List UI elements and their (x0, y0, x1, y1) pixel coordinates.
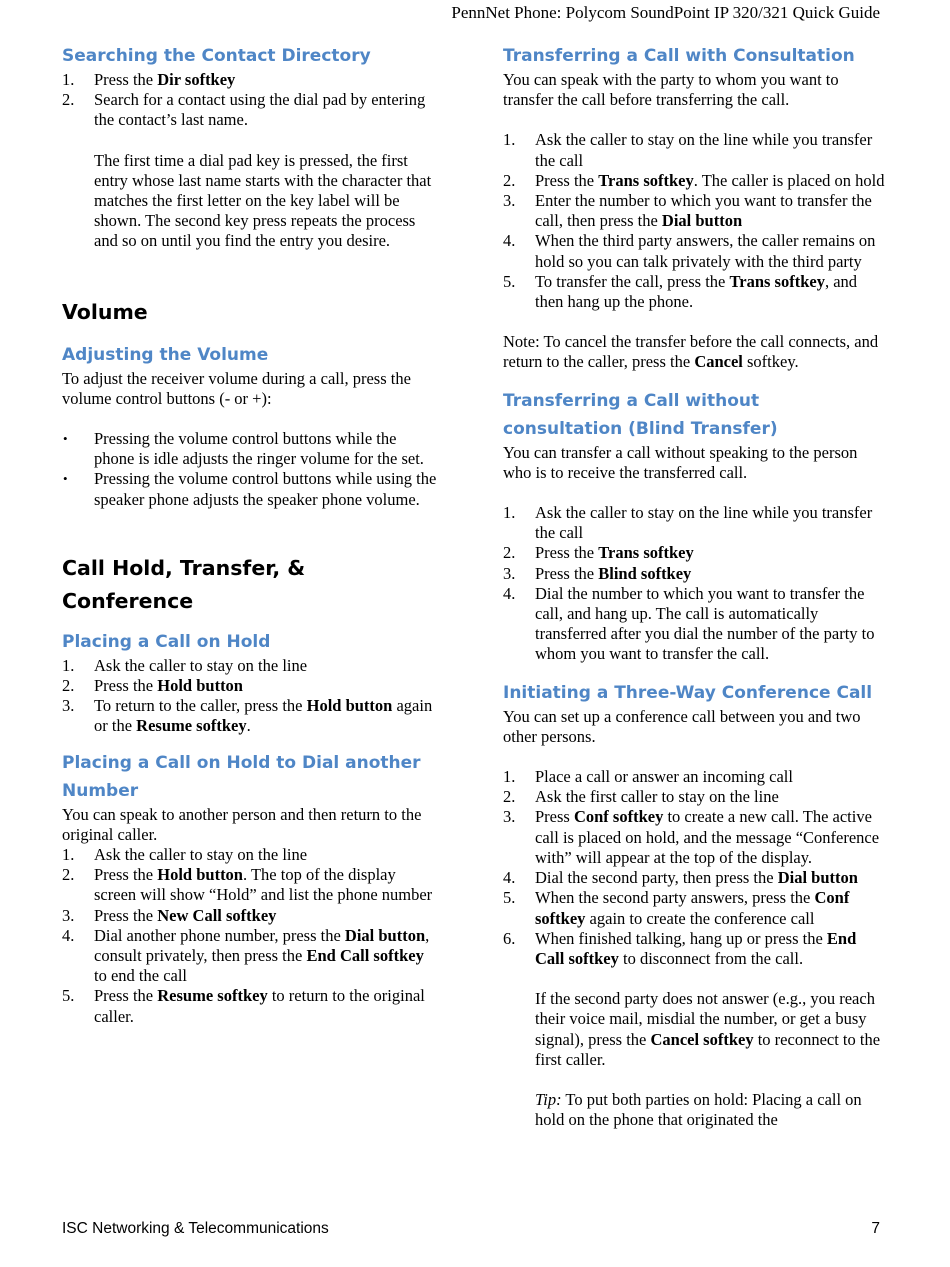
section-title-hold: Call Hold, Transfer, & Conference (62, 555, 306, 613)
conf-intro: You can set up a conference call between you and two other persons. (503, 706, 861, 746)
list-item: 4. Dial another phone number, press the Dial button, consult privately, then press the End Call softkey to end the call (62, 925, 430, 986)
blind-steps (503, 503, 888, 665)
list-item: 3. Press Conf softkey to create a new call. The active call is placed on hold, and the message “Conference with” will appear at the top of the display. (503, 807, 880, 867)
list-item: 2. Search for a contact using the dial pad by entering the contact’s last name. (62, 90, 426, 130)
list-item: 4. Dial the number to which you want to transfer the call, and hang up. The call is automatically transferred after you dial the number of the party to whom you want to transfer the call. (503, 583, 875, 664)
section-heading-blind-transfer: Transferring a Call without consultation (Blind Transfer) (503, 390, 778, 439)
section-heading-hold-dial: Placing a Call on Hold to Dial another Number (62, 752, 421, 801)
conf-tip: Tip: To put both parties on hold: Placing a call on hold on the phone that originated the (535, 1089, 862, 1130)
list-item: 6. When finished talking, hang up or press the End Call softkey to disconnect from the call. (503, 928, 857, 968)
list-item: • Pressing the volume control buttons while the phone is idle adjusts the ringer volume for the set. (63, 429, 424, 469)
consult-note: Note: To cancel the transfer before the call connects, and return to the caller, press the Cancel softkey. (503, 332, 879, 372)
search-steps (62, 70, 440, 131)
section-title-volume: Volume (62, 299, 148, 324)
consult-intro: You can speak with the party to whom you want to transfer the call before transferring the call. (503, 70, 839, 110)
list-item: 1. Ask the caller to stay on the line while you transfer the call (503, 130, 873, 170)
list-item: 4. When the third party answers, the caller remains on hold so you can talk privately with the third party (503, 231, 876, 271)
list-item: • Pressing the volume control buttons while using the speaker phone adjusts the speaker phone volume. (63, 469, 437, 509)
blind-intro: You can transfer a call without speaking to the person who is to receive the transferred call. (503, 442, 858, 482)
section-heading-conference: Initiating a Three-Way Conference Call (503, 682, 873, 703)
list-item: 2. Ask the first caller to stay on the line (503, 787, 779, 807)
list-item: 3. Press the Blind softkey (503, 563, 692, 583)
volume-bullets (62, 429, 440, 510)
hold-dial-steps (62, 845, 440, 1027)
page-header: PennNet Phone: Polycom SoundPoint IP 320/321 Quick Guide (451, 3, 880, 22)
conf-steps (503, 767, 888, 969)
list-item: 2. Press the Hold button (62, 676, 243, 696)
list-item: 1. Ask the caller to stay on the line (62, 845, 308, 865)
page-number: 7 (871, 1220, 880, 1237)
search-paragraph: The first time a dial pad key is pressed, the first entry whose last name starts with the character that matches the first letter on the key label will be shown. The second key press repeats the process and so on until you find the entry you desire. (94, 150, 432, 251)
left-column (62, 42, 440, 1027)
list-item: 1. Ask the caller to stay on the line (62, 655, 308, 675)
list-item: 5. To transfer the call, press the Trans softkey, and then hang up the phone. (503, 271, 858, 312)
list-item: 1. Place a call or answer an incoming call (503, 767, 793, 787)
list-item: 2. Press the Hold button. The top of the display screen will show “Hold” and list the phone number (62, 865, 433, 905)
conf-no-answer-paragraph: If the second party does not answer (e.g., you reach their voice mail, misdial the number, or get a busy signal), press the Cancel softkey to reconnect to the first caller. (535, 989, 881, 1069)
section-heading-search: Searching the Contact Directory (62, 46, 371, 66)
right-column (503, 42, 888, 1130)
section-heading-consult-transfer: Transferring a Call with Consultation (503, 46, 855, 66)
list-item: 3. To return to the caller, press the Hold button again or the Resume softkey. (62, 696, 433, 736)
list-item: 5. Press the Resume softkey to return to the original caller. (62, 986, 425, 1026)
list-item: 3. Enter the number to which you want to transfer the call, then press the Dial button (503, 191, 872, 231)
section-heading-placing-hold: Placing a Call on Hold (62, 631, 271, 652)
list-item: 4. Dial the second party, then press the Dial button (503, 868, 858, 888)
list-item: 1. Press the Dir softkey (62, 70, 236, 89)
consult-steps (503, 130, 888, 312)
section-heading-adjust-volume: Adjusting the Volume (62, 344, 269, 365)
hold-steps (62, 656, 440, 737)
list-item: 5. When the second party answers, press the Conf softkey again to create the conference call (503, 888, 850, 928)
list-item: 2. Press the Trans softkey. The caller is placed on hold (503, 170, 885, 190)
volume-intro: To adjust the receiver volume during a call, press the volume control buttons (- or +): (62, 368, 411, 408)
hold-dial-intro: You can speak to another person and then return to the original caller. (62, 804, 422, 844)
footer-org: ISC Networking & Telecommunications (62, 1220, 329, 1237)
list-item: 2. Press the Trans softkey (503, 543, 694, 563)
list-item: 1. Ask the caller to stay on the line while you transfer the call (503, 503, 873, 543)
list-item: 3. Press the New Call softkey (62, 905, 277, 925)
